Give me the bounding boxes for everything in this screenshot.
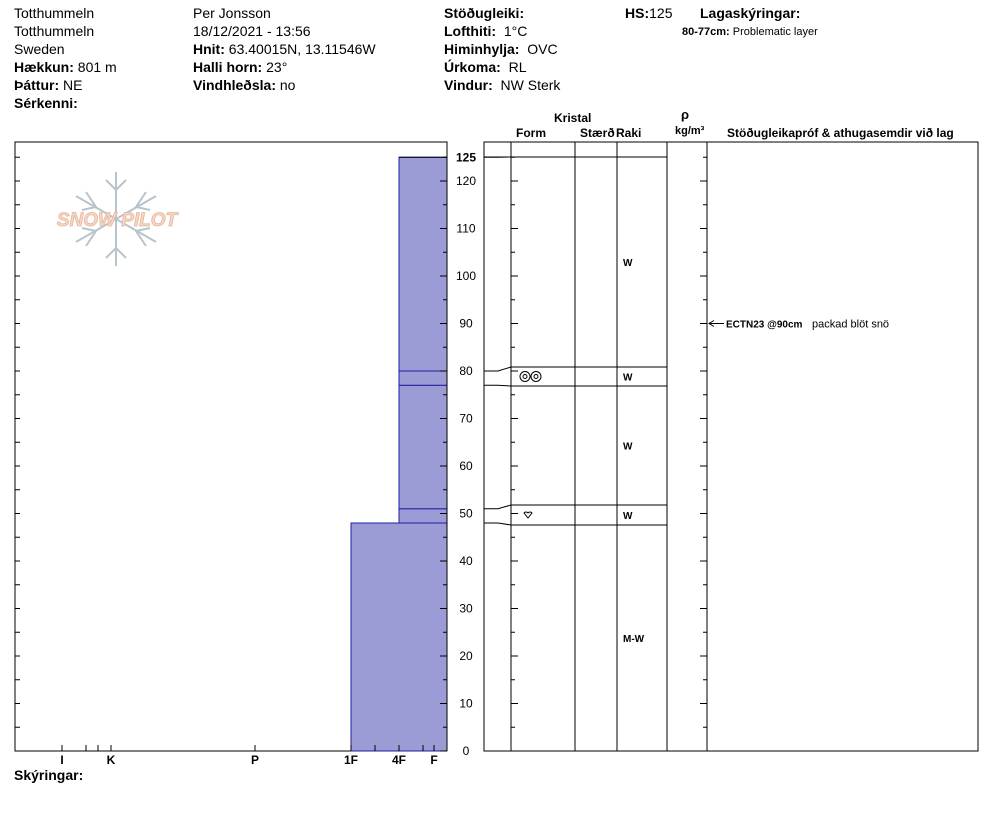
height-label: 70 <box>459 411 473 426</box>
slope-label: Halli horn: <box>193 59 263 75</box>
hardness-label: 4F <box>391 753 407 767</box>
height-label: 125 <box>455 150 477 165</box>
datetime: 18/12/2021 - 13:56 <box>193 23 311 39</box>
sky-value: OVC <box>527 41 558 57</box>
hardness-layer <box>399 157 447 371</box>
aspect-label: Þáttur: <box>14 77 60 93</box>
moisture-label: W <box>623 372 633 384</box>
air-temp-label: Lofthiti: <box>444 23 497 39</box>
site-name: Totthummeln <box>14 23 95 39</box>
layer-table <box>484 142 978 751</box>
height-label: 0 <box>462 744 470 758</box>
test-comment: packad blöt snö <box>812 318 890 331</box>
comments-label: Skýringar: <box>14 767 84 783</box>
slope-value: 23° <box>266 59 288 75</box>
hardness-scale <box>60 753 437 767</box>
aspect-value: NE <box>63 77 83 93</box>
observer: Per Jonsson <box>193 5 271 21</box>
elevation-value: 801 m <box>77 59 117 75</box>
crystal-group-header: Kristal <box>554 111 592 125</box>
height-label: 10 <box>459 696 473 711</box>
moisture-label: W <box>623 441 633 453</box>
wind-value: NW Sterk <box>500 77 561 93</box>
height-label: 80 <box>459 364 473 378</box>
hardness-layer <box>399 371 447 385</box>
location: Totthummeln <box>14 5 95 21</box>
height-label: 60 <box>459 459 473 473</box>
moisture-label: M-W <box>623 634 645 645</box>
test-code: ECTN23 @90cm <box>726 319 803 331</box>
form-header: Form <box>516 126 546 140</box>
height-label: 90 <box>459 316 473 331</box>
hardness-label: F <box>430 753 438 767</box>
hardness-layer <box>351 523 447 751</box>
height-label: 50 <box>459 506 473 521</box>
country: Sweden <box>14 41 65 57</box>
moisture-label: W <box>623 511 633 522</box>
grain-rounded-polycrystals-icon <box>520 372 541 382</box>
hardness-label: K <box>106 753 116 767</box>
wind-label: Vindur: <box>444 77 493 93</box>
layer-note-depth: 80-77cm: <box>682 26 730 38</box>
height-label: 120 <box>455 174 477 188</box>
moisture-label: W <box>623 258 633 269</box>
hs-label: HS: <box>625 5 650 21</box>
height-label: 20 <box>459 649 473 663</box>
features-label: Sérkenni: <box>14 95 78 111</box>
wind-loading-value: no <box>279 77 296 93</box>
precip-value: RL <box>508 59 527 75</box>
coords-value: 63.40015N, 13.11546W <box>228 41 376 57</box>
boundary-connector <box>484 523 511 525</box>
grain-melt-form-icon <box>524 512 532 518</box>
precip-label: Úrkoma: <box>444 59 501 75</box>
layer-note-text: Problematic layer <box>732 26 818 38</box>
height-label: 40 <box>459 554 473 568</box>
boundary-connector <box>484 505 511 509</box>
stability-comments-header: Stöðugleikapróf & athugasemdir við lag <box>727 126 954 140</box>
boundary-connector <box>484 367 511 371</box>
density-symbol: ρ <box>681 107 690 122</box>
boundary-connector <box>484 385 511 386</box>
hardness-layer <box>399 385 447 509</box>
height-label: 110 <box>456 221 476 236</box>
size-header: Stærð <box>580 126 615 140</box>
hardness-layers <box>351 157 447 751</box>
moisture-header: Raki <box>616 126 642 140</box>
elevation-label: Hækkun: <box>14 59 74 75</box>
stability-tests <box>709 319 889 331</box>
snowpilot-logo <box>57 172 179 266</box>
layer-notes-label: Lagaskýringar: <box>700 5 801 21</box>
height-label: 30 <box>459 601 473 616</box>
stability-label: Stöðugleiki: <box>444 5 525 21</box>
wind-loading-label: Vindhleðsla: <box>193 77 276 93</box>
hardness-label: 1F <box>343 753 359 767</box>
hardness-label: I <box>60 753 64 767</box>
height-label: 100 <box>455 269 477 283</box>
hardness-label: P <box>250 753 260 767</box>
sky-label: Himinhylja: <box>444 41 520 57</box>
logo-text: SNOW PILOT <box>56 210 178 231</box>
hardness-layer <box>399 509 447 523</box>
coords-label: Hnit: <box>193 41 225 57</box>
hs-value: 125 <box>649 5 673 21</box>
density-unit: kg/m³ <box>675 125 705 137</box>
air-temp-value: 1°C <box>503 23 528 39</box>
